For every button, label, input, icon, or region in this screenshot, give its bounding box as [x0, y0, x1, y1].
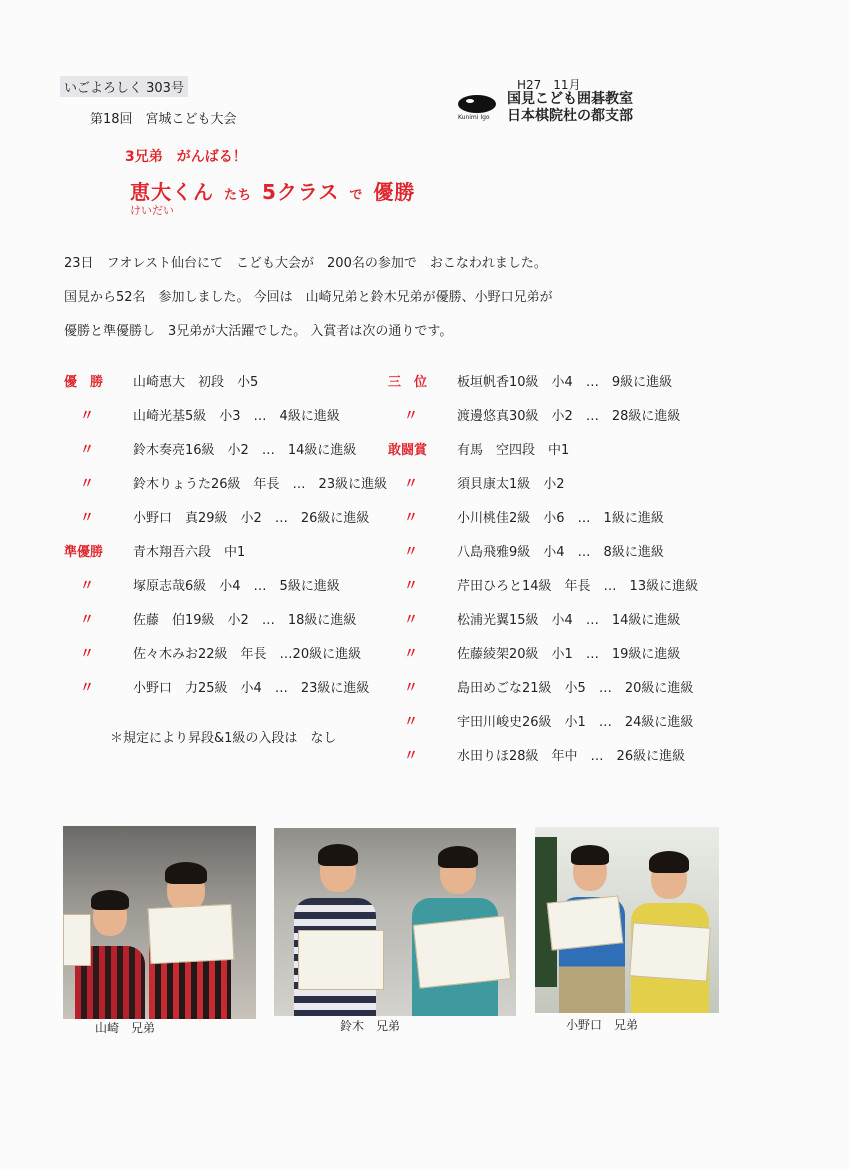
photo-suzuki-brothers	[274, 828, 516, 1016]
result-entry: 佐藤 伯19級 小2 … 18級に進級	[133, 613, 357, 628]
result-rank: 〃	[80, 476, 94, 492]
result-entry: 八島飛雅9級 小4 … 8級に進級	[457, 545, 664, 560]
result-entry: 青木翔吾六段 中1	[133, 545, 246, 560]
photo-yamazaki-brothers	[63, 826, 256, 1019]
club-logo	[458, 95, 498, 121]
headline-part: 5クラス	[262, 180, 340, 204]
result-rank: 〃	[404, 612, 418, 628]
photo-onoguchi-brothers	[535, 827, 719, 1013]
issue-date: H27 11月	[517, 78, 581, 92]
result-entry: 山崎光基5級 小3 … 4級に進級	[133, 409, 340, 424]
result-entry: 芹田ひろと14級 年長 … 13級に進級	[457, 579, 699, 594]
result-rank: 〃	[80, 612, 94, 628]
result-rank: 〃	[404, 680, 418, 696]
result-rank: 〃	[80, 442, 94, 458]
result-rank: 三 位	[388, 375, 428, 390]
photo-caption: 山崎 兄弟	[95, 1021, 156, 1035]
result-entry: 渡邊悠真30級 小2 … 28級に進級	[457, 409, 681, 424]
result-rank: 〃	[404, 748, 418, 764]
result-entry: 島田めごな21級 小5 … 20級に進級	[457, 681, 694, 696]
result-entry: 鈴木りょうた26級 年長 … 23級に進級	[133, 477, 388, 492]
go-stone-icon	[458, 95, 496, 113]
headline-part: 恵大くん	[130, 180, 214, 204]
result-entry: 佐藤綾架20級 小1 … 19級に進級	[457, 647, 681, 662]
result-rank: 〃	[404, 510, 418, 526]
result-rank: 〃	[404, 544, 418, 560]
headline-part: 優勝	[373, 180, 416, 204]
organization-line-2: 日本棋院杜の都支部	[507, 108, 633, 124]
intro-paragraph: 国見から52名 参加しました。 今回は 山崎兄弟と鈴木兄弟が優勝、小野口兄弟が	[64, 290, 553, 305]
result-entry: 佐々木みお22級 年長 …20級に進級	[133, 647, 362, 662]
result-rank: 〃	[404, 408, 418, 424]
result-entry: 鈴木奏亮16級 小2 … 14級に進級	[133, 443, 357, 458]
organization-line-1: 国見こども囲碁教室	[507, 91, 633, 107]
headline	[130, 176, 415, 205]
event-title: 第18回 宮城こども大会	[90, 112, 237, 127]
result-entry: 須貝康太1級 小2	[457, 477, 565, 492]
footnote: ＊規定により昇段&1級の入段は なし	[110, 731, 337, 746]
result-rank: 〃	[80, 408, 94, 424]
result-entry: 塚原志哉6級 小4 … 5級に進級	[133, 579, 340, 594]
result-entry: 小野口 力25級 小4 … 23級に進級	[133, 681, 370, 696]
logo-text: Kunimi Igo	[458, 114, 490, 121]
newsletter-id: いごよろしく 303号	[60, 76, 188, 97]
result-rank: 〃	[404, 578, 418, 594]
result-entry: 松浦光翼15級 小4 … 14級に進級	[457, 613, 681, 628]
result-entry: 水田りほ28級 年中 … 26級に進級	[457, 749, 686, 764]
headline-ruby: けいだい	[130, 204, 174, 217]
subheadline: 3兄弟 がんばる！	[125, 149, 247, 165]
result-entry: 小川桃佳2級 小6 … 1級に進級	[457, 511, 664, 526]
result-rank: 〃	[80, 578, 94, 594]
intro-paragraph: 優勝と準優勝し 3兄弟が大活躍でした。 入賞者は次の通りです。	[64, 324, 453, 339]
result-rank: 〃	[404, 476, 418, 492]
result-rank: 優 勝	[64, 375, 104, 390]
result-rank: 〃	[404, 646, 418, 662]
result-entry: 板垣帆香10級 小4 … 9級に進級	[457, 375, 673, 390]
result-entry: 小野口 真29級 小2 … 26級に進級	[133, 511, 370, 526]
result-rank: 〃	[80, 510, 94, 526]
result-rank: 〃	[80, 680, 94, 696]
result-entry: 宇田川峻史26級 小1 … 24級に進級	[457, 715, 694, 730]
result-entry: 山崎恵大 初段 小5	[133, 375, 259, 390]
result-rank: 準優勝	[64, 545, 104, 560]
photo-caption: 鈴木 兄弟	[340, 1019, 401, 1033]
result-entry: 有馬 空四段 中1	[457, 443, 570, 458]
intro-paragraph: 23日 フオレスト仙台にて こども大会が 200名の参加で おこなわれました。	[64, 256, 547, 271]
headline-part: たち	[224, 188, 253, 203]
result-rank: 〃	[80, 646, 94, 662]
photo-caption: 小野口 兄弟	[566, 1018, 639, 1032]
organization	[507, 91, 633, 125]
result-rank: 敢闘賞	[388, 443, 428, 458]
result-rank: 〃	[404, 714, 418, 730]
headline-part: で	[349, 188, 364, 203]
